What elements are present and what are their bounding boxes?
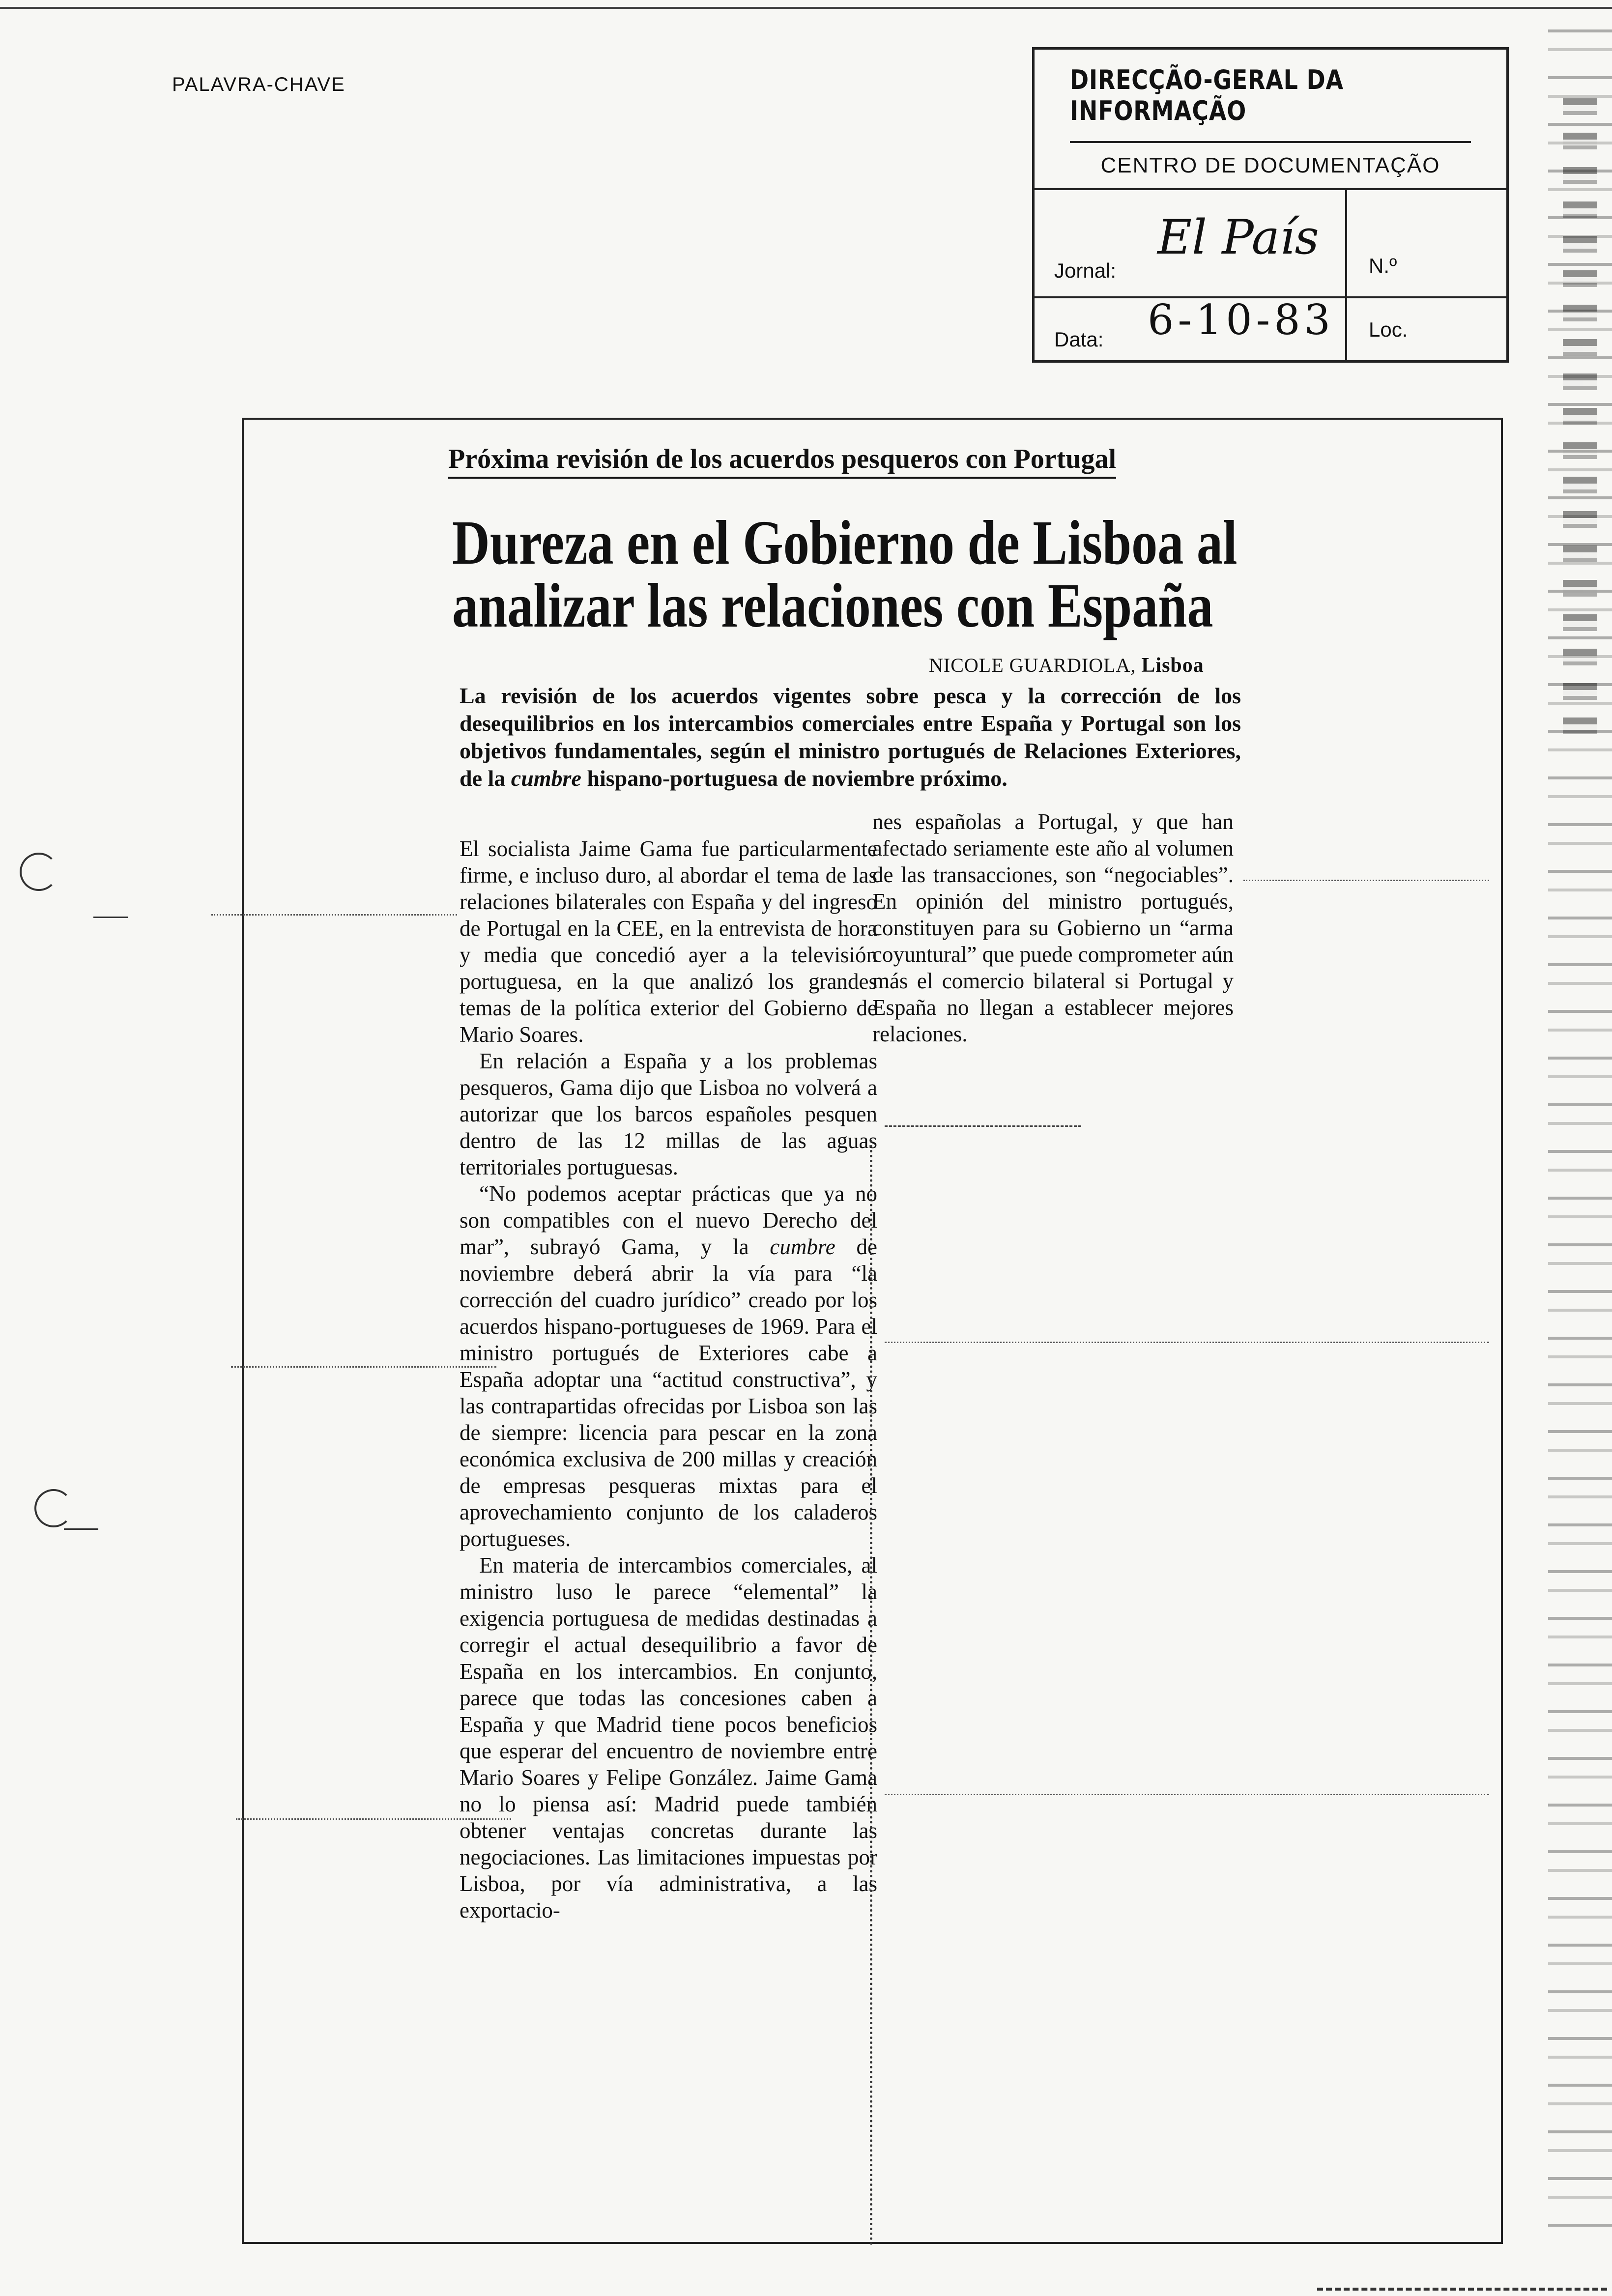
stamp-divider [1345,190,1347,362]
article-byline: NICOLE GUARDIOLA, Lisboa [929,654,1204,677]
paragraph: El socialista Jaime Gama fue particularmente firme, e incluso duro, al abordar el tema de las relaciones bilaterales con España y del ingreso de Portugal en la CEE, en la entrevista de hora y media que concedió ayer a la televisión portuguesa, en la que analizó los grandes temas de la política exterior del Gobierno de Mario Soares. [460,836,877,1047]
paragraph: “No podemos aceptar prácticas que ya no son compatibles con el nuevo Derecho del mar”, subrayó Gama, y la cumbre de noviembre deberá abrir la vía para “la corrección del cuadro jurídico” creado por los acuerdos hispano-portugueses de 1969. Para el ministro portugués de Exteriores cabe a España adoptar una “actitud constructiva”, y las contrapartidas ofrecidas por Lisboa son las de siempre: licencia para pescar en la zona económica exclusiva de 200 millas y creación de empresas pesqueras mixtas para el aprovechamiento conjunto de los caladeros portugueses. [460,1181,878,1551]
data-label: Data: [1054,328,1104,351]
paragraph: En relación a España y a los problemas pesqueros, Gama dijo que Lisboa no volverá a autorizar que los barcos españoles pesquen dentro de las 12 millas de las aguas territoriales portuguesas. [460,1049,877,1179]
paragraph: nes españolas a Portugal, y que han afectado seriamente este año al volumen de las transacciones, son “negociables”. En opinión del ministro portugués, constituyen para su Gobierno un “arma coyuntural” que puede comprometer aún más el comercio bilateral si Portugal y España no llegan a establecer mejores relaciones. [872,809,1234,1046]
stamp-dept: CENTRO DE DOCUMENTAÇÃO [1035,143,1506,190]
keyword-label: PALAVRA-CHAVE [172,74,345,95]
hole-tick [64,1528,98,1530]
cut-guide-horizontal [236,1818,511,1820]
hole-tick [93,917,128,918]
cut-guide-horizontal [211,914,457,916]
article-column-1 [460,835,877,1923]
article-lead: La revisión de los acuerdos vigentes sobre pesca y la corrección de los desequilibrios en los intercambios comerciales entre España y Portugal son los objetivos fundamentales, según el ministro portugués de Relaciones Exteriores, de la cumbre hispano-portuguesa de noviembre próximo. [460,683,1241,791]
stamp-data-row [1035,298,1506,362]
punch-hole-mark [20,853,58,891]
jornal-handwritten: El País [1157,210,1319,265]
bottom-edge-marks [1317,2288,1607,2291]
numero-label: N.º [1369,254,1397,277]
top-border-rule [0,7,1612,9]
article-column-2 [872,808,1234,1047]
cut-guide-vertical [870,1140,872,2246]
scan-edge-noise-dark [1563,98,1597,737]
column-end-rule [885,1125,1081,1127]
data-handwritten: 6-10-83 [1148,296,1334,344]
cut-guide-horizontal [231,1366,496,1368]
cut-guide-horizontal [1243,880,1489,881]
stamp-jornal-row [1035,190,1506,298]
loc-label: Loc. [1369,318,1408,341]
cut-guide-horizontal [885,1342,1489,1343]
archive-stamp [1032,47,1509,363]
paragraph: En materia de intercambios comerciales, al ministro luso le parece “elemental” la exigencia portuguesa de medidas destinadas a corregir el actual desequilibrio a favor de España en los intercambios. En conjunto, parece que todas las concesiones caben a España y que Madrid tiene pocos beneficios que esperar del encuentro de noviembre entre Mario Soares y Felipe González. Jaime Gama no lo piensa así: Madrid puede también obtener ventajas concretas durante las negociaciones. Las limitaciones impuestas por Lisboa, por vía administrativa, a las exportacio- [460,1553,877,1923]
stamp-org: DIRECÇÃO-GERAL DA INFORMAÇÃO [1070,50,1471,143]
article-headline: Dureza en el Gobierno de Lisboa al analizar las relaciones con España [452,508,1238,640]
cut-guide-horizontal [885,1794,1489,1795]
punch-hole-mark [34,1489,73,1527]
jornal-label: Jornal: [1054,259,1117,282]
article-kicker: Próxima revisión de los acuerdos pesqueros con Portugal [448,443,1116,479]
